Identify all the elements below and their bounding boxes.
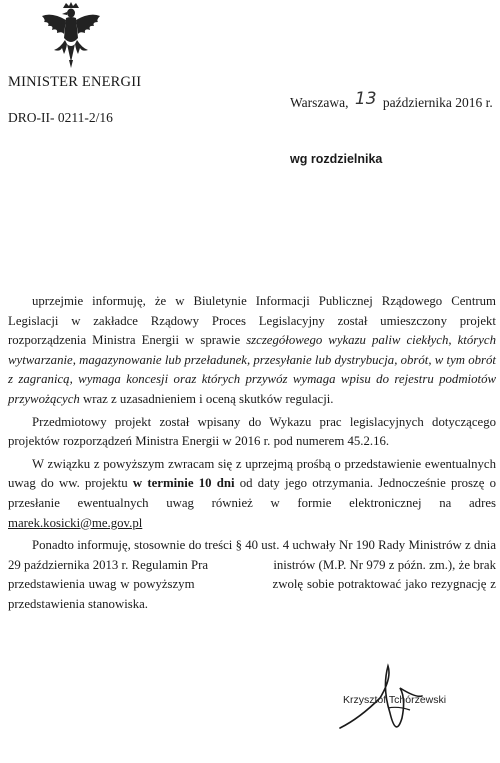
paragraph-2: Przedmiotowy projekt został wpisany do Wykazu prac legislacyjnych dotyczącego projektów rozporządzeń Ministra Energii w 2016 r. pod numerem 45.2.16. (8, 414, 496, 449)
place-and-date (290, 89, 493, 112)
recipient-line: wg rozdzielnika (290, 152, 383, 166)
paragraph-1: uprzejmie informuję, że w Biuletynie Informacji Publicznej Rządowego Centrum Legislacji w zakładce Rządowy Proces Legislacyjny został umieszczony projekt rozporządzenia Ministra Energii w sprawie szczegółowego wykazu paliw ciekłych, których wytwarzanie, magazynowanie lub przeładunek, przesyłanie lub dystrybucja, obrót, w tym obrót z zagranicą, wymaga koncesji oraz których przywóz wymaga wpisu do rejestru podmiotów przywożących wraz z uzasadnieniem i oceną skutków regulacji. (8, 294, 496, 406)
paragraph-3: W związku z powyższym zwracam się z uprzejmą prośbą o przedstawienie ewentualnych uwag do ww. projektu w terminie 10 dni od daty jego otrzymania. Jednocześnie proszę o przesłanie ewentualnych uwag również w formie elektronicznej na adres marek.kosicki@me.gov.pl (8, 456, 497, 530)
regulation-title: szczegółowego wykazu paliw ciekłych, których wytwarzanie, magazynowanie lub przeładunek, przesyłanie lub dystrybucja, obrót, w tym obrót z zagranicą, wymaga koncesji oraz których przywóz wymaga wpisu do rejestru podmiotów przywożących (8, 333, 496, 406)
place-label: Warszawa, (290, 95, 349, 110)
paragraph-4: Ponadto informuję, stosownie do treści § 40 ust. 4 uchwały Nr 190 Rady Ministrów z dnia 29 października 2013 r. Regulamin Pra inistrów (M.P. Nr 979 z późn. zm.), że brak przedstawienia uwag w powyższym zwolę sobie potraktować jako rezygnację z przedstawienia stanowiska. (8, 538, 500, 611)
email-link[interactable]: marek.kosicki@me.gov.pl (8, 515, 143, 530)
signer-name: Krzysztof Tchórzewski (343, 694, 447, 706)
ministry-name: MINISTER ENERGII (8, 74, 142, 90)
letter-body (8, 292, 500, 615)
month-year: października 2016 r. (382, 95, 493, 110)
document-reference: DRO-II- 0211-2/16 (8, 110, 113, 125)
eagle-emblem-icon (40, 2, 102, 68)
deadline-text: w terminie 10 dni (132, 476, 235, 491)
handwritten-day: 13 (354, 89, 377, 109)
